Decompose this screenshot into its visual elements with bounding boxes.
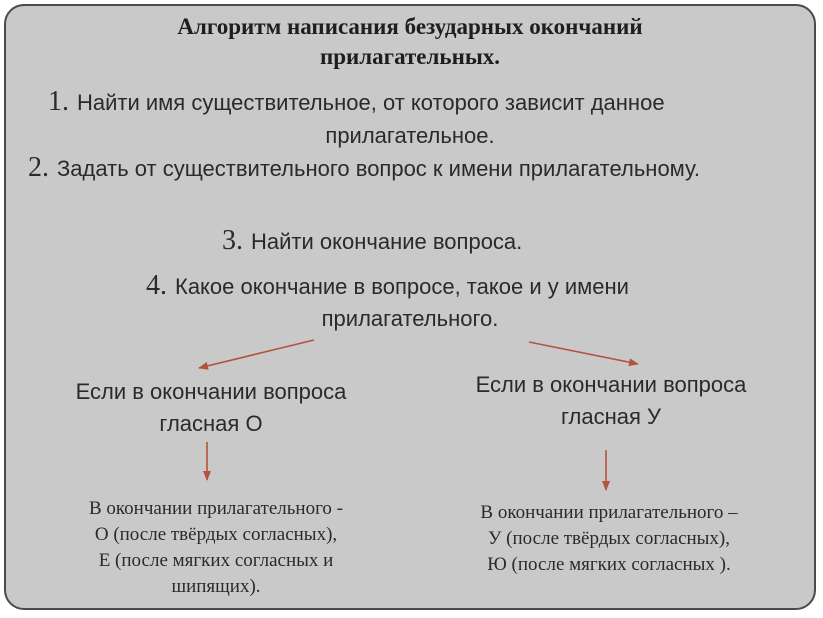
step-1-text-line-2: прилагательное.: [325, 123, 495, 148]
arrow-to-left-branch: [199, 340, 314, 368]
step-4-number: 4.: [146, 270, 167, 301]
title-line-2: прилагательных.: [319, 44, 501, 69]
step-2-number: 2.: [28, 152, 49, 183]
step-1-number: 1.: [48, 86, 69, 117]
step-2-text: Задать от существительного вопрос к имени прилагательному.: [57, 156, 700, 181]
step-3-number: 3.: [222, 225, 243, 256]
algorithm-card: [4, 4, 816, 610]
right-result: [424, 500, 794, 578]
left-condition: [46, 376, 376, 440]
right-result-line-1: В окончании прилагательного –: [480, 502, 738, 523]
right-result-line-3: Ю (после мягких согласных ).: [487, 554, 731, 575]
left-result-line-1: В окончании прилагательного -: [88, 498, 344, 519]
title-line-1: Алгоритм написания безударных окончаний: [177, 14, 643, 39]
left-condition-line-1: Если в окончании вопроса: [75, 379, 347, 404]
right-condition-line-2: гласная У: [561, 404, 661, 429]
step-4-text-line-1: Какое окончание в вопросе, такое и у имени: [175, 274, 629, 299]
right-condition: [436, 369, 786, 433]
right-result-line-2: У (после твёрдых согласных),: [487, 528, 731, 549]
left-result: [26, 496, 406, 600]
arrow-to-right-branch: [529, 342, 638, 364]
step-4-text-line-2: прилагательного.: [321, 306, 499, 331]
step-3-text: Найти окончание вопроса.: [251, 229, 523, 254]
step-1-text-line-1: Найти имя существительное, от которого зависит данное: [77, 90, 665, 115]
left-result-line-4: шипящих).: [171, 576, 261, 597]
right-condition-line-1: Если в окончании вопроса: [475, 372, 747, 397]
left-result-line-3: Е (после мягких согласных и: [98, 550, 334, 571]
left-result-line-2: О (после твёрдых согласных),: [94, 524, 338, 545]
left-condition-line-2: гласная О: [159, 411, 263, 436]
